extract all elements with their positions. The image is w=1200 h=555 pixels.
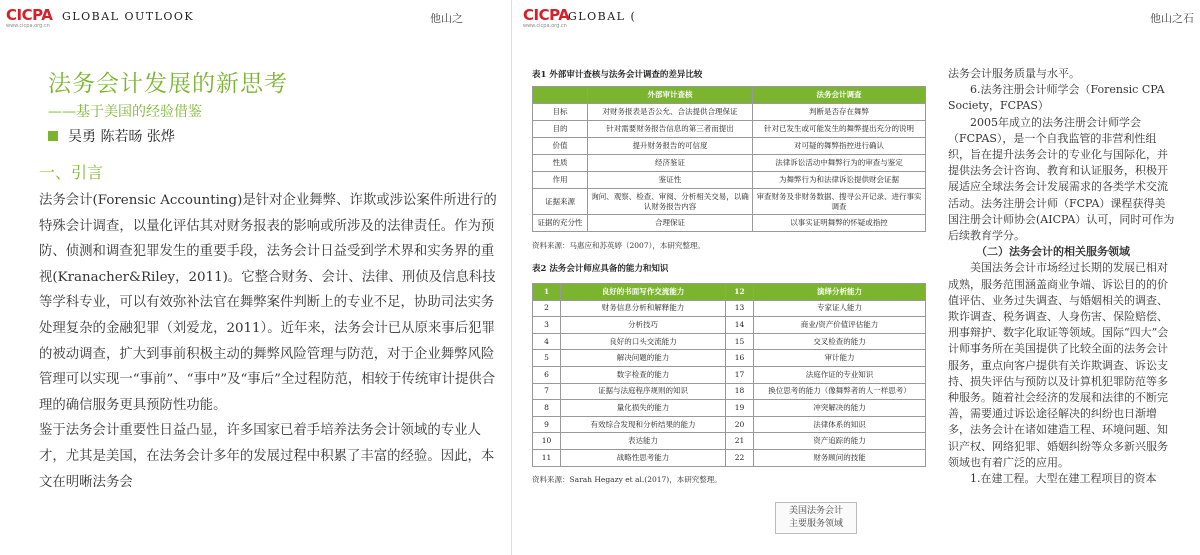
- cicpa-logo: CICPA: [523, 6, 570, 24]
- table-row: [533, 383, 926, 400]
- table2: [532, 283, 926, 467]
- table-cell: 数字检查的能力: [561, 366, 726, 383]
- table-cell: 提升财务报告的可信度: [588, 138, 753, 155]
- table-cell: 合理保证: [588, 215, 753, 232]
- table-cell: 良好的口头交流能力: [561, 333, 726, 350]
- table-cell: 审查财务及非财务数据、搜寻公开记录、进行事实调查: [753, 189, 926, 215]
- table-cell: 法律体系的知识: [754, 416, 926, 433]
- table-cell: 针对需要财务报告信息的第三者而提出: [588, 121, 753, 138]
- table-cell: 法律诉讼活动中舞弊行为的审查与鉴定: [753, 155, 926, 172]
- paragraph: 法务会计(Forensic Accounting)是针对企业舞弊、诈欺或涉讼案件所进行的特殊会计调查，以量化评估其对财务报表的影响或所涉及的法律责任。作为预防、侦测和调查犯罪发生的重要手段，法务会计日益受到学术界和实务界的重视(Kranacher&Riley，2011)。它整合财务、会计、法律、刑侦及信息科技等学科专业，可以有效弥补法官在舞弊案件判断上的专业不足，协助司法实务处理复杂的金融犯罪（刘爱龙，2011）。近年来，法务会计已从原来事后犯罪的被动调查，扩大到事前积极主动的舞弊风险管理与防范，对于企业舞弊风险管理可以实现一“事前”、“事中”及“事后”全过程防范，相较于传统审计提供合理的确信服务更具预防性功能。: [39, 193, 497, 413]
- table-row: [533, 333, 926, 350]
- logo-url: www.cicpa.org.cn: [6, 23, 50, 29]
- table-cell: 11: [533, 449, 561, 466]
- table-row: [533, 317, 926, 334]
- table-cell: 针对已发生或可能发生的舞弊提出充分的说明: [753, 121, 926, 138]
- article-title: 法务会计发展的新思考: [48, 71, 288, 97]
- table-cell: 14: [726, 317, 754, 334]
- table-cell: 6: [533, 366, 561, 383]
- table-cell: 审计能力: [754, 350, 926, 367]
- table-header: 外部审计查核: [588, 87, 753, 104]
- table-header-row: [533, 87, 926, 104]
- table-cell: 有效综合发现和分析结果的能力: [561, 416, 726, 433]
- table-cell: 10: [533, 433, 561, 450]
- section-name: GLOBAL OUTLOOK: [62, 10, 195, 23]
- table-cell: 为舞弊行为和法律诉讼提供财会证据: [753, 172, 926, 189]
- table1-caption: 表1 外部审计查核与法务会计调查的差异比较: [532, 70, 703, 80]
- table-header: 演绎分析能力: [754, 284, 926, 301]
- section-name: GLOBAL (: [568, 10, 637, 23]
- table-cell: 证据的充分性: [533, 215, 588, 232]
- table-cell: 对可疑的舞弊指控进行确认: [753, 138, 926, 155]
- table-cell: 作用: [533, 172, 588, 189]
- table-cell: 财务顾问的技能: [754, 449, 926, 466]
- table-cell: 证据来源: [533, 189, 588, 215]
- table-cell: 16: [726, 350, 754, 367]
- table-row: [533, 138, 926, 155]
- article-authors: [48, 126, 175, 146]
- table-row: [533, 400, 926, 417]
- table-cell: 鉴证性: [588, 172, 753, 189]
- table-cell: 询问、观察、检查、审阅、分析相关交易，以确认财务报告内容: [588, 189, 753, 215]
- table2-source: 资料来源：Sarah Hegazy et al.(2017)，本研究整理。: [532, 475, 722, 484]
- table1: [532, 86, 926, 232]
- table-cell: 换位思考的能力（像舞弊者的人一样思考）: [754, 383, 926, 400]
- table-row: [533, 366, 926, 383]
- table-cell: 17: [726, 366, 754, 383]
- column-name: 他山之: [430, 12, 463, 25]
- subsection-heading: （二）法务会计的相关服务领域: [976, 245, 1130, 259]
- logo-url: www.cicpa.org.cn: [523, 23, 567, 29]
- stamp-line: 主要服务领域: [788, 519, 843, 529]
- table1-source: 资料来源：马惠应和苏英婷（2007），本研究整理。: [532, 241, 705, 250]
- table-cell: 资产追踪的能力: [754, 433, 926, 450]
- table-row: [533, 155, 926, 172]
- article-body: [39, 188, 504, 495]
- table-cell: 解决问题的能力: [561, 350, 726, 367]
- table-row: [533, 300, 926, 317]
- table-header: 1: [533, 284, 561, 301]
- table-cell: 证据与法庭程序规则的知识: [561, 383, 726, 400]
- table-row: [533, 416, 926, 433]
- table-cell: 经济鉴证: [588, 155, 753, 172]
- paragraph: 6.法务注册会计师学会（Forensic CPA Society，FCPAS）: [948, 83, 1165, 113]
- paragraph: 法务会计服务质量与水平。: [948, 67, 1080, 80]
- table-cell: 性质: [533, 155, 588, 172]
- table-cell: 2: [533, 300, 561, 317]
- table-cell: 商业/资产价值评估能力: [754, 317, 926, 334]
- table-row: [533, 189, 926, 215]
- table-cell: 量化损失的能力: [561, 400, 726, 417]
- authors-text: 吴勇 陈若旸 张烨: [68, 129, 175, 145]
- table-cell: 18: [726, 383, 754, 400]
- paragraph: 2005年成立的法务注册会计师学会（FCPAS），是一个自我监管的非营利性组织，旨在提升法务会计的专业化与国际化，并提供法务会计咨询、教育和认证服务，积极开展适应全球法务会计发展需求的各类学术交流活动。法务注册会计师（FCPA）课程获得美国注册会计师协会(AICPA）认可，同时可作为后续教育学分。: [948, 115, 1175, 243]
- table-cell: 分析技巧: [561, 317, 726, 334]
- table-cell: 冲突解决的能力: [754, 400, 926, 417]
- page-header: [518, 6, 1200, 29]
- table-cell: 战略性思考能力: [561, 449, 726, 466]
- table-cell: 以事实证明舞弊的怀疑或指控: [753, 215, 926, 232]
- table-cell: 交叉检查的能力: [754, 333, 926, 350]
- table-cell: 财务信息分析和解释能力: [561, 300, 726, 317]
- table-cell: 7: [533, 383, 561, 400]
- table-cell: 22: [726, 449, 754, 466]
- subsection-stamp: [775, 502, 857, 534]
- paragraph: 鉴于法务会计重要性日益凸显，许多国家已着手培养法务会计领域的专业人才，尤其是美国，在法务会计多年的发展过程中积累了丰富的经验。因此，本文在明晰法务会: [39, 423, 495, 490]
- table-cell: 21: [726, 433, 754, 450]
- page-header: [0, 6, 511, 29]
- table-header: [533, 87, 588, 104]
- section-heading: 一、引言: [39, 163, 104, 182]
- table-cell: 4: [533, 333, 561, 350]
- table-cell: 法庭作证的专业知识: [754, 366, 926, 383]
- table-cell: 5: [533, 350, 561, 367]
- table-header: 法务会计调查: [753, 87, 926, 104]
- table-cell: 对财务报表是否公允、合法提供合理保证: [588, 104, 753, 121]
- table-cell: 3: [533, 317, 561, 334]
- table-cell: 专家证人能力: [754, 300, 926, 317]
- table-cell: 13: [726, 300, 754, 317]
- article-subtitle: ——基于美国的经验借鉴: [48, 104, 202, 120]
- table-header: 良好的书面写作交流能力: [561, 284, 726, 301]
- table2-caption: 表2 法务会计师应具备的能力和知识: [532, 264, 669, 274]
- table-row: [533, 215, 926, 232]
- table-row: [533, 121, 926, 138]
- table-cell: 15: [726, 333, 754, 350]
- table-cell: 20: [726, 416, 754, 433]
- paragraph: 1.在建工程。大型在建工程项目的资本: [970, 472, 1157, 486]
- square-bullet-icon: [48, 131, 58, 141]
- table-row: [533, 449, 926, 466]
- article-column-3: [948, 66, 1176, 487]
- table-cell: 8: [533, 400, 561, 417]
- table-row: [533, 104, 926, 121]
- table-header-row: [533, 284, 926, 301]
- cicpa-logo: CICPA: [6, 6, 53, 24]
- table-cell: 目标: [533, 104, 588, 121]
- table-cell: 9: [533, 416, 561, 433]
- table-row: [533, 172, 926, 189]
- table-header: 12: [726, 284, 754, 301]
- table-cell: 表达能力: [561, 433, 726, 450]
- paragraph: 美国法务会计市场经过长期的发展已相对成熟，服务范围涵盖商业争端、诉讼目的的价值评估、业务过失调查、与婚姻相关的调查、欺诈调查、税务调查、人身伤害、保险赔偿、刑事辩护、数字化取证等领域。国际“四大”会计师事务所在美国提供了比较全面的法务会计服务，重点向客户提供有关诈欺调查、诉讼支持、损失评估与预防以及计算机犯罪防范等多种服务。随着社会经济的发展和法律的不断完善，需要通过诉讼途径解决的纠纷也日渐增多，法务会计在诸如建造工程、环境问题、知识产权、网络犯罪、婚姻纠纷等众多新兴服务领域也有着广泛的应用。: [948, 261, 1169, 469]
- table-row: [533, 433, 926, 450]
- stamp-line: 美国法务会计: [788, 506, 843, 516]
- column-name: 他山之石: [1150, 12, 1194, 25]
- table-cell: 判断是否存在舞弊: [753, 104, 926, 121]
- table-cell: 19: [726, 400, 754, 417]
- table-cell: 目的: [533, 121, 588, 138]
- left-page: [0, 0, 512, 555]
- table-row: [533, 350, 926, 367]
- table-cell: 价值: [533, 138, 588, 155]
